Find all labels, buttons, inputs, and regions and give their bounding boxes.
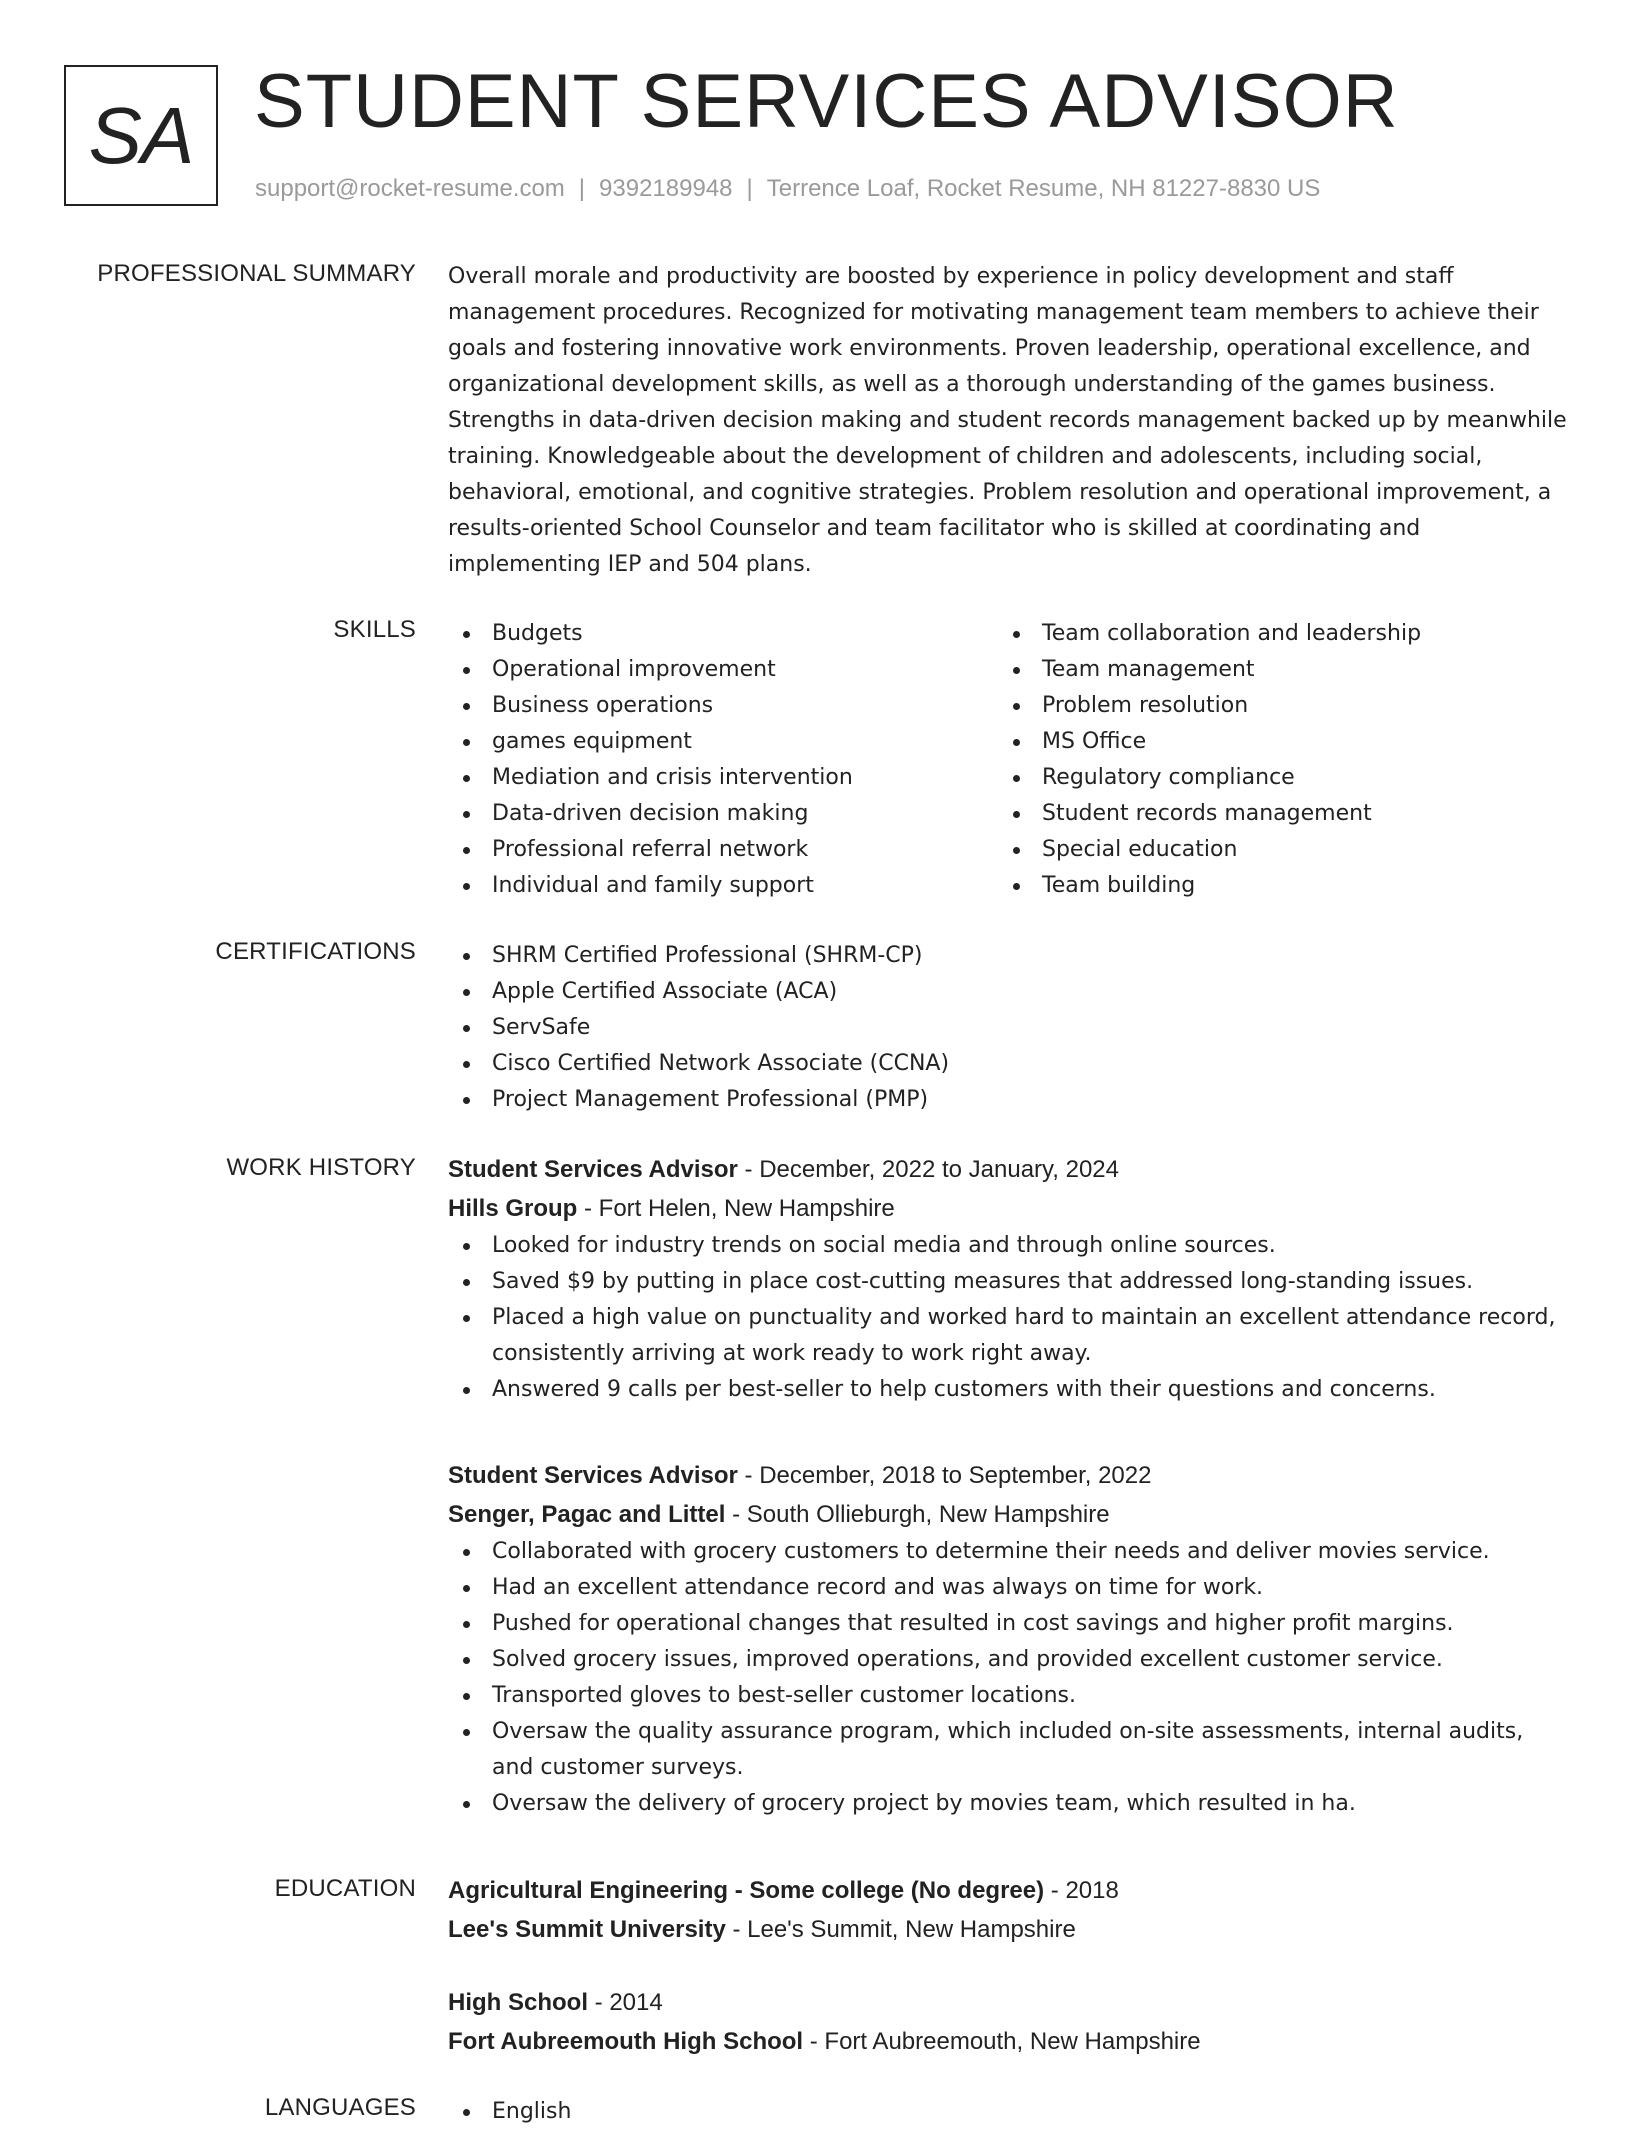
job-location: - Fort Helen, New Hampshire <box>577 1195 895 1222</box>
job-location: - South Ollieburgh, New Hampshire <box>725 1501 1110 1528</box>
job-bullet: Pushed for operational changes that resulted in cost savings and higher profit margins. <box>448 1606 1568 1642</box>
skill-item: Problem resolution <box>998 688 1548 724</box>
language-item: English <box>448 2094 1568 2130</box>
section-title-languages: LANGUAGES <box>264 2094 416 2121</box>
resume-name: STUDENT SERVICES ADVISOR <box>254 59 1399 144</box>
separator: | <box>746 175 753 202</box>
job-bullet: Oversaw the quality assurance program, which included on-site assessments, internal audits, and customer surveys. <box>448 1714 1568 1786</box>
section-title-skills: SKILLS <box>333 616 416 643</box>
job-bullets <box>448 1228 1568 1408</box>
certification-item: Cisco Certified Network Associate (CCNA) <box>448 1046 1568 1082</box>
education-location: - Fort Aubreemouth, New Hampshire <box>803 2028 1201 2055</box>
section-title-certifications: CERTIFICATIONS <box>215 938 416 965</box>
skills-list-left <box>448 616 998 904</box>
resume-header <box>64 59 1592 210</box>
certification-item: ServSafe <box>448 1010 1568 1046</box>
monogram-logo: SA <box>64 65 218 206</box>
contact-address: Terrence Loaf, Rocket Resume, NH 81227-8830 US <box>766 175 1321 202</box>
job-company: Senger, Pagac and Littel <box>448 1501 726 1528</box>
education-year: - 2014 <box>588 1989 663 2016</box>
job-bullet: Solved grocery issues, improved operations, and provided excellent customer service. <box>448 1642 1568 1678</box>
education-entry <box>448 1871 1568 1949</box>
skill-item: games equipment <box>448 724 998 760</box>
skill-item: Business operations <box>448 688 998 724</box>
job-bullet: Collaborated with grocery customers to determine their needs and deliver movies service. <box>448 1534 1568 1570</box>
skill-item: Student records management <box>998 796 1548 832</box>
skill-item: Data-driven decision making <box>448 796 998 832</box>
skill-item: Individual and family support <box>448 868 998 904</box>
education-entry <box>448 1983 1568 2061</box>
job-entry <box>448 1150 1568 1408</box>
separator: | <box>578 175 586 202</box>
certification-item: SHRM Certified Professional (SHRM-CP) <box>448 938 1568 974</box>
certification-item: Project Management Professional (PMP) <box>448 1082 1568 1118</box>
education-school: Lee's Summit University <box>448 1916 726 1943</box>
skills-list-right <box>998 616 1548 904</box>
education-school: Fort Aubreemouth High School <box>448 2028 804 2055</box>
job-dates: - December, 2022 to January, 2024 <box>737 1156 1119 1183</box>
education-degree: Agricultural Engineering - Some college (No degree) <box>448 1877 1045 1904</box>
contact-email: support@rocket-resume.com <box>255 175 565 202</box>
education-year: - 2018 <box>1044 1877 1119 1904</box>
job-role: Student Services Advisor <box>448 1156 738 1183</box>
skill-item: Mediation and crisis intervention <box>448 760 998 796</box>
certifications-list <box>448 938 1568 1118</box>
job-dates: - December, 2018 to September, 2022 <box>737 1462 1152 1489</box>
skill-item: Team building <box>998 868 1548 904</box>
certification-item: Apple Certified Associate (ACA) <box>448 974 1568 1010</box>
job-bullet: Looked for industry trends on social media and through online sources. <box>448 1228 1568 1264</box>
job-bullet: Answered 9 calls per best-seller to help customers with their questions and concerns. <box>448 1372 1568 1408</box>
skill-item: Operational improvement <box>448 652 998 688</box>
contact-phone: 9392189948 <box>599 175 733 202</box>
job-role: Student Services Advisor <box>448 1462 738 1489</box>
job-bullet: Placed a high value on punctuality and worked hard to maintain an excellent attendance record, consistently arriving at work ready to work right away. <box>448 1300 1568 1372</box>
section-title-education: EDUCATION <box>274 1875 416 1902</box>
job-bullet: Saved $9 by putting in place cost-cutting measures that addressed long-standing issues. <box>448 1264 1568 1300</box>
contact-line <box>255 175 1320 203</box>
education-degree: High School <box>448 1989 588 2016</box>
job-bullet: Oversaw the delivery of grocery project by movies team, which resulted in ha. <box>448 1786 1568 1822</box>
skill-item: Special education <box>998 832 1548 868</box>
job-bullet: Had an excellent attendance record and was always on time for work. <box>448 1570 1568 1606</box>
job-company: Hills Group <box>448 1195 578 1222</box>
skill-item: Regulatory compliance <box>998 760 1548 796</box>
job-bullet: Transported gloves to best-seller customer locations. <box>448 1678 1568 1714</box>
skill-item: Budgets <box>448 616 998 652</box>
skill-item: Team management <box>998 652 1548 688</box>
section-title-summary: PROFESSIONAL SUMMARY <box>97 260 416 287</box>
languages-list <box>448 2094 1568 2130</box>
education-location: - Lee's Summit, New Hampshire <box>725 1916 1076 1943</box>
skill-item: Team collaboration and leadership <box>998 616 1548 652</box>
summary-text: Overall morale and productivity are boosted by experience in policy development and staff management procedures. Recognized for motivating management team members to achieve their goals and fostering innovative work environments. Proven leadership, operational excellence, and organizational development skills, as well as a thorough understanding of the games business. Strengths in data-driven decision making and student records management backed up by meanwhile training. Knowledgeable about the development of children and adolescents, including social, behavioral, emotional, and cognitive strategies. Problem resolution and operational improvement, a results-oriented School Counselor and team facilitator who is skilled at coordinating and implementing IEP and 504 plans. <box>448 264 1567 577</box>
section-title-work-history: WORK HISTORY <box>226 1154 416 1181</box>
job-entry <box>448 1456 1568 1822</box>
skill-item: MS Office <box>998 724 1548 760</box>
job-bullets <box>448 1534 1568 1822</box>
skill-item: Professional referral network <box>448 832 998 868</box>
